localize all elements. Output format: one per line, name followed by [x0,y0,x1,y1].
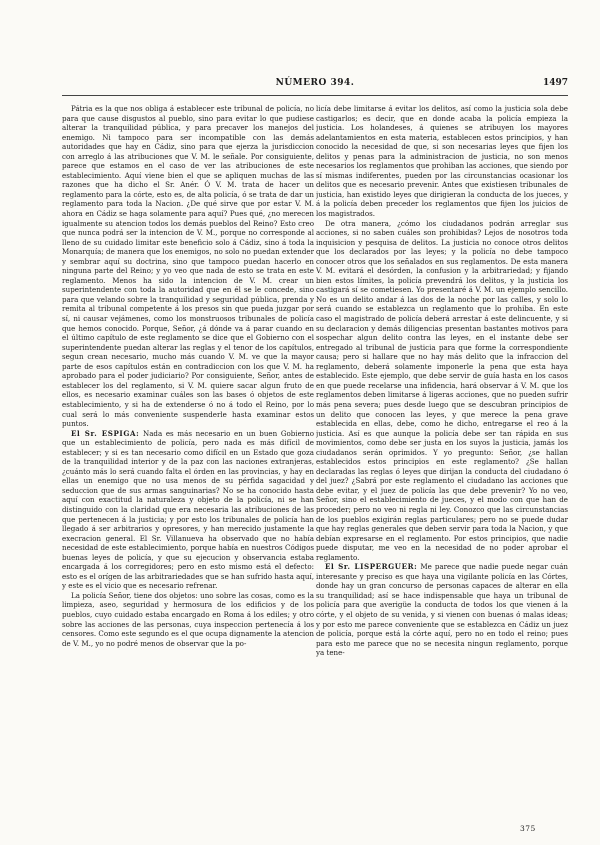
paragraph: El Sr. LISPERGUER: Me parece que nadie puede negar cuán interesante y preciso es que haya una vigilante policía en las Córtes, donde hay un gran concurso de personas capaces de alterar en ella su tranquilidad; así se hace indispensable que haya un tribunal de policía para que averigüe la conducta de todos los que vienen á la córte, y el objeto de su venida, y si vienen con buenas ó malas ideas; y por esto me parece conveniente que se establezca en Cádiz un juez de policía, porque está la córte aquí, pero no en todo el reino; pues para esto me parece que no se necesita ningun reglamento, porque ya tene- [316,562,568,658]
paragraph: De otra manera, ¿cómo los ciudadanos podrán arreglar sus acciones, si no saben cuáles son prohibidas? Lejos de nosotros toda inquisicion y pesquisa de delitos. La justicia no conoce otros delitos que los declarados por las leyes; y la policía no debe tampoco conocer otros que los señalados en sus reglamentos. De esta manera V. M. evitará el desórden, la confusion y la arbitrariedad; y fijando bien estos límites, la policía prevendrá los delitos, y la justicia los castigará sí se cometiesen. Yo presentaré á V. M. un ejemplo sencillo. No es un delito andar á las dos de la noche por las calles, y solo lo será cuando se establezca un reglamento que lo prohiba. En este caso el magistrado de policía deberá arrestar á este delincuente, y si su declaracion y demás diligencias presentan bastantes motivos para sospechar algun delito contra las leyes, en el instante debe ser entregado al tribunal de justicia para que forme la correspondiente causa; pero si hallare que no hay más delito que la infraccion del reglamento, deberá solamente imponerle la pena que esta haya establecido. Este ejemplo, que debe servir de guía hasta en los casos en que puede recelarse una infidencia, hará observar á V. M. que los reglamentos deben limitarse á ligeras acciones, que no pueden sufrir más pena severa; pues desde luego que se descubran principios de un delito que conocen las leyes, y que merece la pena grave establecida en ellas, debe, como he dicho, entregarse el reo á la justicia. Así es que aunque la policía debe ser tan rápida en sus movimientos, como debe ser justa en los suyos la justicia, jamás los ciudadanos serán oprimidos. Y yo pregunto: Señor, ¿se hallan establecidos estos principios en este reglamento? ¿Se hallan declaradas las reglas ó leyes que dirijan la conducta del ciudadano ó del juez? ¿Sabrá por este reglamento el ciudadano las acciones que debe evitar, y el juez de policía las que debe prevenir? Yo no veo, Señor, sino el establecimiento de jueces, y el modo con que han de proceder; pero no veo ni regla ni ley. Conozco que las circunstancias de los pueblos exigirán reglas particulares; pero no se puede dudar que hay reglas generales que deben servir para toda la Nacion, y que debían expresarse en el reglamento. Por estos principios, que nadie puede disputar, me veo en la necesidad de no poder aprobar el reglamento. [316,218,568,562]
page-header [62,78,568,94]
paragraph: La policía Señor, tiene dos objetos: uno sobre las cosas, como es la limpieza, aseo, seguridad y hermosura de los edificios y de los pueblos, cuyo cuidado estaba encargado en Roma á los ediles; y otro sobre las acciones de las personas, cuya inspeccion pertenecía á los censores. Como este segundo es el que ocupa dignamente la atencion de V. M., yo no podré menos de observar que la po- [62,590,314,648]
paragraph: Pátria es la que nos obliga á establecer este tribunal de policía, no para que cause disgustos al pueblo, sino para evitar lo que pudiese alterar la tranquilidad pública, y para precaver los manejos del enemigo. Ni tampoco para ser incompatible con las demás autoridades que hay en Cádiz, sino para que ejerza la jurisdiccion con arreglo á las atribuciones que V. M. le señale. Por consiguiente, parece que estamos en el caso de ver las atribuciones de este establecimiento. Aquí viene bien el que se apliquen muchas de las razones que ha dicho el Sr. Anér. Ó V. M. trata de hacer un reglamento para la córte, esto es, de alta policía, ó se trata de dar un reglamento para toda la Nacion. ¿De qué sirve que por estar V. M. ahora en Cádiz se haga solamente para aquí? Pues qué, ¿no merecen igualmente su atencion todos los demás pueblos del Reino? Esto creo que nunca podrá ser la intencion de V. M., porque no corresponde al lleno de su cuidado limitar este beneficio solo á Cádiz, sino á toda la Monarquía; de manera que los enemigos, no solo no puedan extender y sembrar aquí su doctrina, sino que tampoco puedan hacerlo en ninguna parte del Reino; y yo veo que nada de esto se trata en este reglamento. Menos ha sido la intencion de V. M. crear un superintendente con toda la autoridad que en él se le concede, sino para que velando sobre la tranquilidad y seguridad pública, prenda y remita al tribunal competente á los presos sin que pueda juzgar por sí, ni causar vejámenes, como los monstruosos tribunales de policía que hemos conocido. Porque, Señor, ¿á dónde va á parar cuando en el último capítulo de este reglamento se dice que el Gobierno con el superintendente puedan alterar las reglas y el tenor de los capítulos, segun crean necesario, mucho más cuando V. M. ve que la mayor parte de esos capítulos están en contradiccion con los que V. M. ha aprobado para el poder judiciario? Por consiguiente, Señor, antes de establecer los del reglamento, si V. M. quiere sacar algun fruto de ellos, es necesario examinar cuáles son las bases ó objetos de este establecimiento, y si ha de extenderse ó no á todo el Reino, por lo cual será lo más conveniente suspenderle hasta examinar estos puntos. [62,104,314,429]
header-rule [62,95,568,96]
left-column [62,104,314,816]
issue-number: NÚMERO 394. [275,78,355,88]
page-number: 1497 [542,78,568,88]
speaker-name: El Sr. ESPIGA: [71,428,140,438]
paragraph: licía debe limitarse á evitar los delitos, así como la justicia sola debe castigarlos; es decir, que en donde acaba la policía empieza la justicia. Los holandeses, á quienes se atribuyen los mayores adelantamientos en esta materia, establecen estos principios, y han conocido la necesidad de que, si son necesarias leyes que fijen los delitos y penas para la administracion de justicia, no son menos necesarios los reglamentos que prohiban las acciones, que siendo por sí mismas indiferentes, pueden por las circunstancias ocasionar los delitos que es necesario prevenir. Antes que existiesen tribunales de justicia, han existido leyes que dirigieran la conducta de los jueces, y á la policía deben preceder los reglamentos que fijen los juicios de los magistrados. [316,104,568,219]
signature-mark: 375 [520,824,536,833]
paragraph: El Sr. ESPIGA: Nada es más necesario en un buen Gobierno que un establecimiento de policía, pero nada es más difícil de establecer; y si es tan necesario como difícil en un Estado que goza de la tranquilidad interior y de la paz con las naciones extranjeras, ¿cuánto más lo será cuando falta el órden en las provincias, y hay en ellas un enemigo que no usa menos de su pérfida sagacidad y seduccion que de sus armas sanguinarias? No se ha conocido hasta aquí con exactitud la naturaleza y objeto de la policía, ni se han distinguido con la claridad que era necesaria las atribuciones de las que pertenecen á la justicia; y por esto los tribunales de policía han llegado á ser arbitrarios y opresores, y han merecido justamente la execracion general. El Sr. Villanueva ha observado que no había necesidad de este establecimiento, porque había en nuestros Códigos buenas leyes de policía, y que su ejecucion y observancia estaba encargada á los corregidores; pero en esto mismo está el defecto: esto es el orígen de las arbitrariedades que se han sufrido hasta aquí, y este es el vicio que es necesario refrenar. [62,428,314,591]
right-column [316,104,568,816]
speaker-name: El Sr. LISPERGUER: [325,562,418,572]
